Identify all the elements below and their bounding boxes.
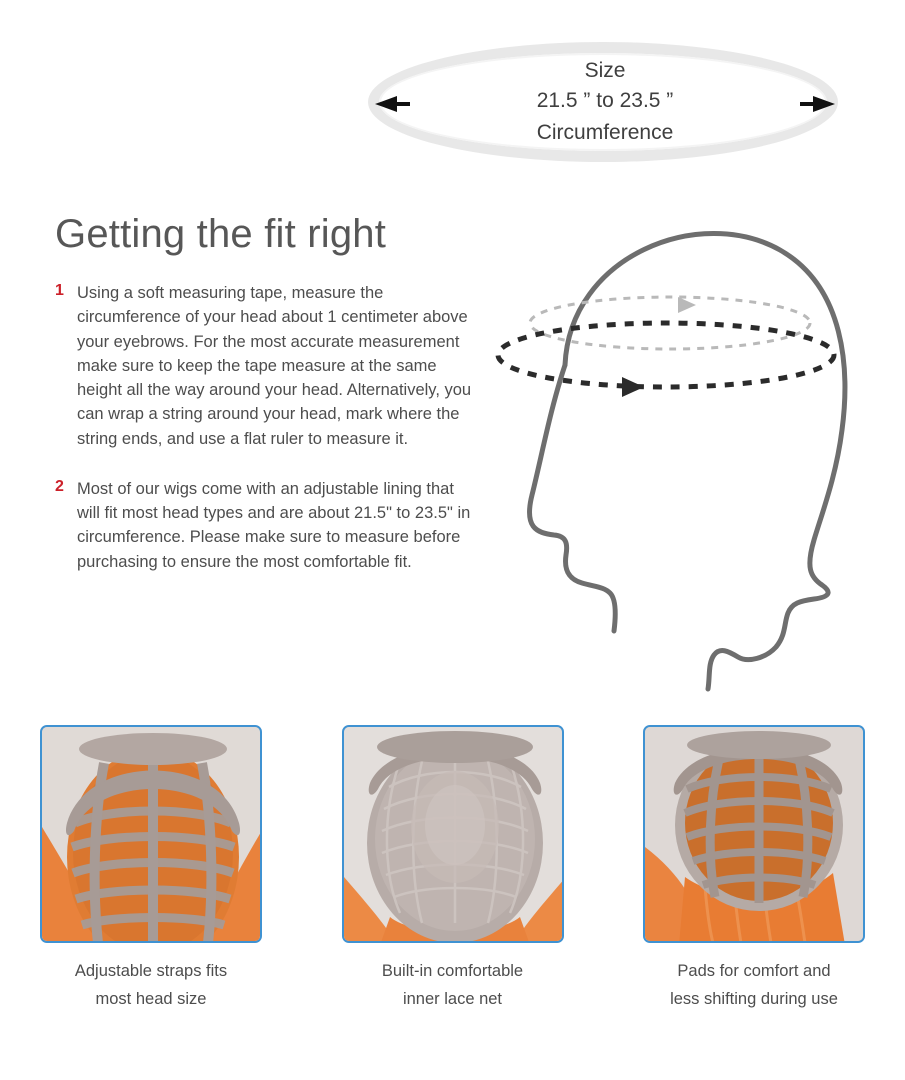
caption-line-2: most head size bbox=[95, 990, 207, 1009]
feature-card-caption bbox=[342, 957, 564, 1013]
step-text: Most of our wigs come with an adjustable lining that will fit most head types and are about 21.5" to 23.5" in circumference. Please make sure to measure before purchasing to ensure the most comfortable fit. bbox=[77, 479, 471, 571]
feature-card[interactable] bbox=[40, 725, 262, 1013]
head-profile-illustration bbox=[470, 195, 890, 705]
size-label: Size bbox=[584, 59, 626, 82]
step-number: 2 bbox=[55, 477, 64, 495]
step-number: 1 bbox=[55, 282, 64, 299]
wig-cap-inner-lace-net-image bbox=[342, 725, 564, 943]
size-band-illustration bbox=[0, 0, 905, 190]
feature-cards bbox=[40, 725, 865, 1013]
feature-card[interactable] bbox=[643, 725, 865, 1013]
feature-card[interactable] bbox=[342, 725, 564, 1013]
caption-line-1: Pads for comfort and bbox=[677, 962, 831, 980]
arrow-left-icon bbox=[375, 96, 397, 112]
instruction-step-1 bbox=[55, 281, 475, 451]
measuring-tape-ellipse bbox=[498, 323, 834, 387]
caption-line-2: less shifting during use bbox=[670, 990, 838, 1009]
head-outline-icon bbox=[470, 195, 890, 705]
arrow-right-icon bbox=[813, 96, 835, 112]
caption-line-2: inner lace net bbox=[402, 990, 503, 1009]
instruction-step-2 bbox=[55, 477, 475, 574]
feature-card-caption bbox=[40, 957, 262, 1013]
circumference-label: Circumference bbox=[536, 121, 674, 144]
wig-cap-comfort-pads-image bbox=[643, 725, 865, 943]
page-title: Getting the fit right bbox=[55, 212, 387, 256]
wig-cap-adjustable-straps-image bbox=[40, 725, 262, 943]
size-band-label-top bbox=[410, 56, 800, 86]
caption-line-1: Built-in comfortable bbox=[381, 962, 524, 980]
feature-card-caption bbox=[643, 957, 865, 1013]
caption-line-1: Adjustable straps fits bbox=[74, 962, 228, 980]
size-band-label-bottom bbox=[410, 118, 800, 148]
size-measurement-value: 21.5 ” to 23.5 ” bbox=[410, 89, 800, 113]
step-text: Using a soft measuring tape, measure the circumference of your head about 1 centimeter above your eyebrows. For the most accurate measurement make sure to keep the tape measure at the same height all the way around your head. Alternatively, you can wrap a string around your head, mark where the string ends, and use a flat ruler to measure it. bbox=[77, 284, 472, 448]
instructions-column bbox=[55, 212, 475, 600]
